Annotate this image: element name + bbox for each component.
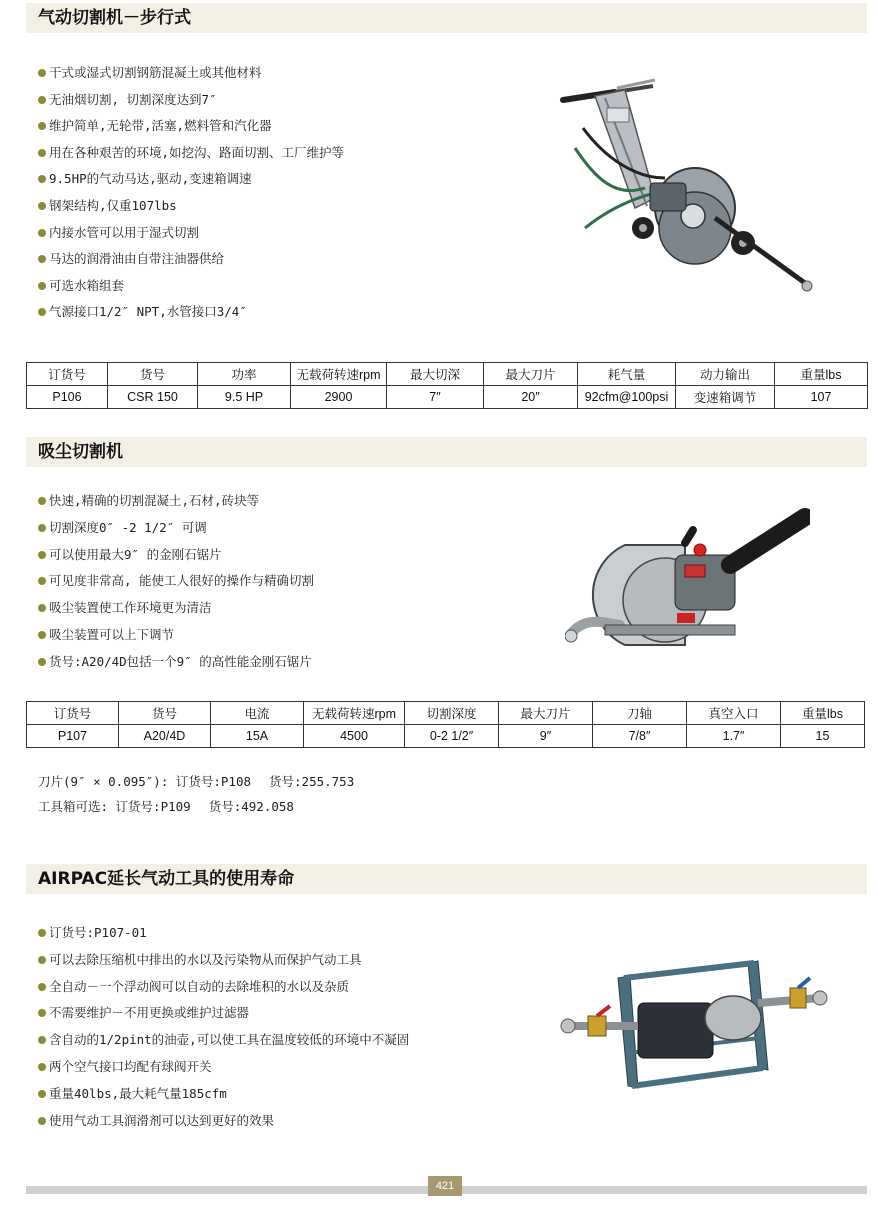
table-header-cell: 重量lbs bbox=[781, 702, 865, 725]
feature-item: 吸尘装置使工作环境更为清洁 bbox=[38, 595, 314, 622]
table-cell: 7″ bbox=[387, 386, 484, 409]
table-cell: CSR 150 bbox=[108, 386, 198, 409]
bullet-icon bbox=[38, 1009, 46, 1017]
table-cell: 1.7″ bbox=[687, 725, 781, 748]
table-header-cell: 真空入口 bbox=[687, 702, 781, 725]
bullet-icon bbox=[38, 956, 46, 964]
bullet-icon bbox=[38, 1117, 46, 1125]
feature-item: 货号:A20/4D包括一个9″ 的高性能金刚石锯片 bbox=[38, 649, 314, 676]
feature-item: 吸尘装置可以上下调节 bbox=[38, 622, 314, 649]
bullet-icon bbox=[38, 1090, 46, 1098]
table-header-cell: 最大刀片 bbox=[484, 363, 578, 386]
feature-item: 可见度非常高, 能使工人很好的操作与精确切割 bbox=[38, 568, 314, 595]
table-header-cell: 无载荷转速rpm bbox=[291, 363, 387, 386]
bullet-icon bbox=[38, 1036, 46, 1044]
walk-behind-spec-table bbox=[26, 362, 868, 409]
table-cell: 变速箱调节 bbox=[676, 386, 775, 409]
table-header-cell: 无载荷转速rpm bbox=[304, 702, 405, 725]
feature-item: 可以去除压缩机中排出的水以及污染物从而保护气动工具 bbox=[38, 947, 409, 974]
table-header-cell: 动力输出 bbox=[676, 363, 775, 386]
table-cell: P107 bbox=[27, 725, 119, 748]
table-header-cell: 耗气量 bbox=[578, 363, 676, 386]
table-row bbox=[27, 725, 865, 748]
table-header-cell: 最大刀片 bbox=[499, 702, 593, 725]
feature-item: 维护简单,无轮带,活塞,燃料管和汽化器 bbox=[38, 113, 344, 140]
bullet-icon bbox=[38, 282, 46, 290]
section-title-dust-cutter: 吸尘切割机 bbox=[26, 437, 867, 467]
page-number: 421 bbox=[428, 1176, 462, 1196]
feature-item: 含自动的1/2pint的油壶,可以使工具在温度较低的环境中不凝固 bbox=[38, 1027, 409, 1054]
bullet-icon bbox=[38, 69, 46, 77]
table-cell: A20/4D bbox=[119, 725, 211, 748]
feature-item: 用在各种艰苦的环境,如挖沟、路面切割、工厂维护等 bbox=[38, 140, 344, 167]
dust-cutter-spec-table bbox=[26, 701, 865, 748]
bullet-icon bbox=[38, 577, 46, 585]
bullet-icon bbox=[38, 308, 46, 316]
table-cell: 15 bbox=[781, 725, 865, 748]
feature-item: 全自动－一个浮动阀可以自动的去除堆积的水以及杂质 bbox=[38, 974, 409, 1001]
bullet-icon bbox=[38, 983, 46, 991]
dust-cutter-illustration bbox=[565, 505, 810, 655]
table-header-row bbox=[27, 363, 868, 386]
bullet-icon bbox=[38, 122, 46, 130]
table-header-cell: 刀轴 bbox=[593, 702, 687, 725]
walk-behind-feature-list bbox=[38, 60, 344, 326]
table-cell: 7/8″ bbox=[593, 725, 687, 748]
bullet-icon bbox=[38, 497, 46, 505]
table-header-cell: 货号 bbox=[119, 702, 211, 725]
feature-item: 订货号:P107-01 bbox=[38, 920, 409, 947]
airpac-feature-list bbox=[38, 920, 409, 1134]
feature-item: 可以使用最大9″ 的金刚石锯片 bbox=[38, 542, 314, 569]
table-cell: 20″ bbox=[484, 386, 578, 409]
table-cell: 9.5 HP bbox=[198, 386, 291, 409]
feature-item: 内接水管可以用于湿式切割 bbox=[38, 220, 344, 247]
bullet-icon bbox=[38, 658, 46, 666]
feature-item: 气源接口1/2″ NPT,水管接口3/4″ bbox=[38, 299, 344, 326]
feature-item: 两个空气接口均配有球阀开关 bbox=[38, 1054, 409, 1081]
table-header-cell: 功率 bbox=[198, 363, 291, 386]
feature-item: 干式或湿式切割钢筋混凝土或其他材料 bbox=[38, 60, 344, 87]
bullet-icon bbox=[38, 229, 46, 237]
dust-cutter-feature-list bbox=[38, 488, 314, 676]
table-header-row bbox=[27, 702, 865, 725]
section-title-airpac: AIRPAC延长气动工具的使用寿命 bbox=[26, 864, 867, 894]
table-header-cell: 订货号 bbox=[27, 363, 108, 386]
bullet-icon bbox=[38, 524, 46, 532]
table-cell: P106 bbox=[27, 386, 108, 409]
table-cell: 15A bbox=[211, 725, 304, 748]
bullet-icon bbox=[38, 149, 46, 157]
bullet-icon bbox=[38, 1063, 46, 1071]
feature-item: 可选水箱组套 bbox=[38, 273, 344, 300]
bullet-icon bbox=[38, 175, 46, 183]
bullet-icon bbox=[38, 631, 46, 639]
feature-item: 切割深度0″ -2 1/2″ 可调 bbox=[38, 515, 314, 542]
table-cell: 92cfm@100psi bbox=[578, 386, 676, 409]
table-header-cell: 货号 bbox=[108, 363, 198, 386]
feature-item: 无油烟切割, 切割深度达到7″ bbox=[38, 87, 344, 114]
bullet-icon bbox=[38, 202, 46, 210]
table-cell: 107 bbox=[775, 386, 868, 409]
blade-order-note: 刀片(9″ × 0.095″): 订货号:P108 货号:255.753 bbox=[38, 774, 355, 789]
feature-item: 重量40lbs,最大耗气量185cfm bbox=[38, 1081, 409, 1108]
table-cell: 4500 bbox=[304, 725, 405, 748]
feature-item: 快速,精确的切割混凝土,石材,砖块等 bbox=[38, 488, 314, 515]
bullet-icon bbox=[38, 551, 46, 559]
feature-item: 使用气动工具润滑剂可以达到更好的效果 bbox=[38, 1108, 409, 1135]
airpac-unit-illustration bbox=[558, 958, 830, 1098]
bullet-icon bbox=[38, 96, 46, 104]
walk-behind-saw-illustration bbox=[555, 78, 835, 300]
bullet-icon bbox=[38, 929, 46, 937]
table-header-cell: 电流 bbox=[211, 702, 304, 725]
bullet-icon bbox=[38, 255, 46, 263]
feature-item: 钢架结构,仅重107lbs bbox=[38, 193, 344, 220]
toolbox-order-note: 工具箱可选: 订货号:P109 货号:492.058 bbox=[38, 799, 294, 814]
feature-item: 9.5HP的气动马达,驱动,变速箱调速 bbox=[38, 166, 344, 193]
bullet-icon bbox=[38, 604, 46, 612]
table-header-cell: 订货号 bbox=[27, 702, 119, 725]
table-header-cell: 最大切深 bbox=[387, 363, 484, 386]
table-row bbox=[27, 386, 868, 409]
table-header-cell: 切割深度 bbox=[405, 702, 499, 725]
feature-item: 不需要维护－不用更换或维护过滤器 bbox=[38, 1000, 409, 1027]
table-header-cell: 重量lbs bbox=[775, 363, 868, 386]
table-cell: 2900 bbox=[291, 386, 387, 409]
table-cell: 9″ bbox=[499, 725, 593, 748]
section-title-walk-behind: 气动切割机－步行式 bbox=[26, 3, 867, 33]
feature-item: 马达的润滑油由自带注油器供给 bbox=[38, 246, 344, 273]
table-cell: 0-2 1/2″ bbox=[405, 725, 499, 748]
